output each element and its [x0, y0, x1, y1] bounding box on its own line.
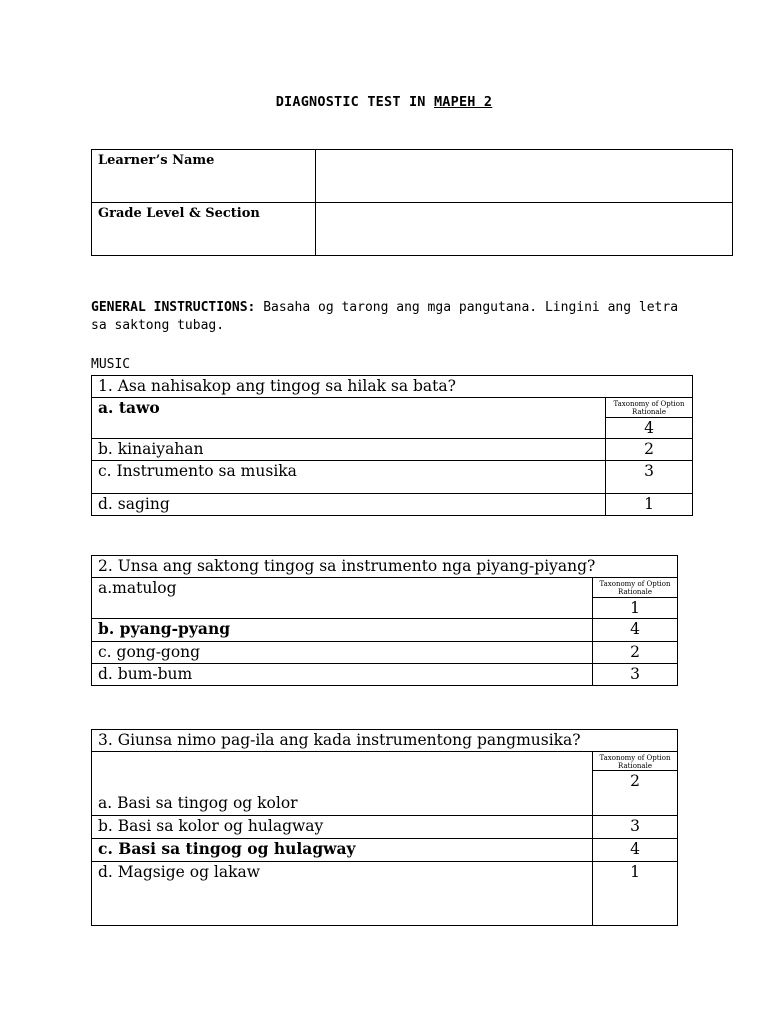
- question-3-text: 3. Giunsa nimo pag-ila ang kada instrumentong pangmusika?: [92, 730, 678, 752]
- q3-option-c: c. Basi sa tingog og hulagway: [92, 839, 593, 862]
- grade-section-field[interactable]: [316, 203, 733, 256]
- q1-option-a: a. tawo: [92, 398, 606, 439]
- q2-option-d-score: 3: [593, 664, 678, 686]
- q2-option-a: a.matulog: [92, 578, 593, 619]
- q2-option-d: d. bum-bum: [92, 664, 593, 686]
- q3-option-b: b. Basi sa kolor og hulagway: [92, 816, 593, 839]
- q1-taxonomy-header: [606, 398, 693, 418]
- learner-info-table: [91, 149, 733, 256]
- question-3-table: [91, 729, 678, 926]
- q1-option-a-score: 4: [606, 418, 693, 439]
- q2-option-b: b. pyang-pyang: [92, 619, 593, 642]
- q1-option-b-score: 2: [606, 439, 693, 461]
- q3-taxonomy-header: [593, 752, 678, 771]
- learner-name-row: [92, 150, 733, 203]
- learner-name-field[interactable]: [316, 150, 733, 203]
- question-1-text: 1. Asa nahisakop ang tingog sa hilak sa bata?: [92, 376, 693, 398]
- question-2-table: [91, 555, 678, 686]
- q3-option-d-score: 1: [593, 862, 678, 926]
- q1-option-c-score: 3: [606, 461, 693, 494]
- q1-option-d-score: 1: [606, 494, 693, 516]
- question-2-text: 2. Unsa ang saktong tingog sa instrumento nga piyang-piyang?: [92, 556, 678, 578]
- q3-option-d: d. Magsige og lakaw: [92, 862, 593, 926]
- q2-taxonomy-header: [593, 578, 678, 598]
- q3-option-b-score: 3: [593, 816, 678, 839]
- title-prefix: DIAGNOSTIC TEST IN: [275, 94, 434, 110]
- q3-option-a-score: 2: [593, 771, 678, 816]
- document-title: [0, 94, 768, 110]
- q1-option-b: b. kinaiyahan: [92, 439, 606, 461]
- q2-taxonomy-label: Taxonomy of Option Rationale: [599, 580, 671, 596]
- grade-section-row: [92, 203, 733, 256]
- q2-option-b-score: 4: [593, 619, 678, 642]
- q1-option-c: c. Instrumento sa musika: [92, 461, 606, 494]
- general-instructions: [91, 299, 691, 335]
- grade-section-label: Grade Level & Section: [92, 203, 316, 256]
- q2-option-c-score: 2: [593, 642, 678, 664]
- q2-option-c: c. gong-gong: [92, 642, 593, 664]
- title-subject: MAPEH 2: [433, 94, 493, 110]
- section-heading: MUSIC: [91, 357, 131, 372]
- instructions-text: Basaha og tarong ang mga pangutana. Lingini ang letra sa saktong tubag.: [91, 300, 679, 333]
- learner-name-label: Learner’s Name: [92, 150, 316, 203]
- q3-option-a: a. Basi sa tingog og kolor: [92, 752, 593, 816]
- q1-taxonomy-label: Taxonomy of Option Rationale: [613, 400, 685, 416]
- q3-option-c-score: 4: [593, 839, 678, 862]
- instructions-label: GENERAL INSTRUCTIONS:: [91, 300, 256, 315]
- q3-taxonomy-label: Taxonomy of Option Rationale: [599, 754, 671, 770]
- q2-option-a-score: 1: [593, 598, 678, 619]
- q1-option-d: d. saging: [92, 494, 606, 516]
- question-1-table: [91, 375, 693, 516]
